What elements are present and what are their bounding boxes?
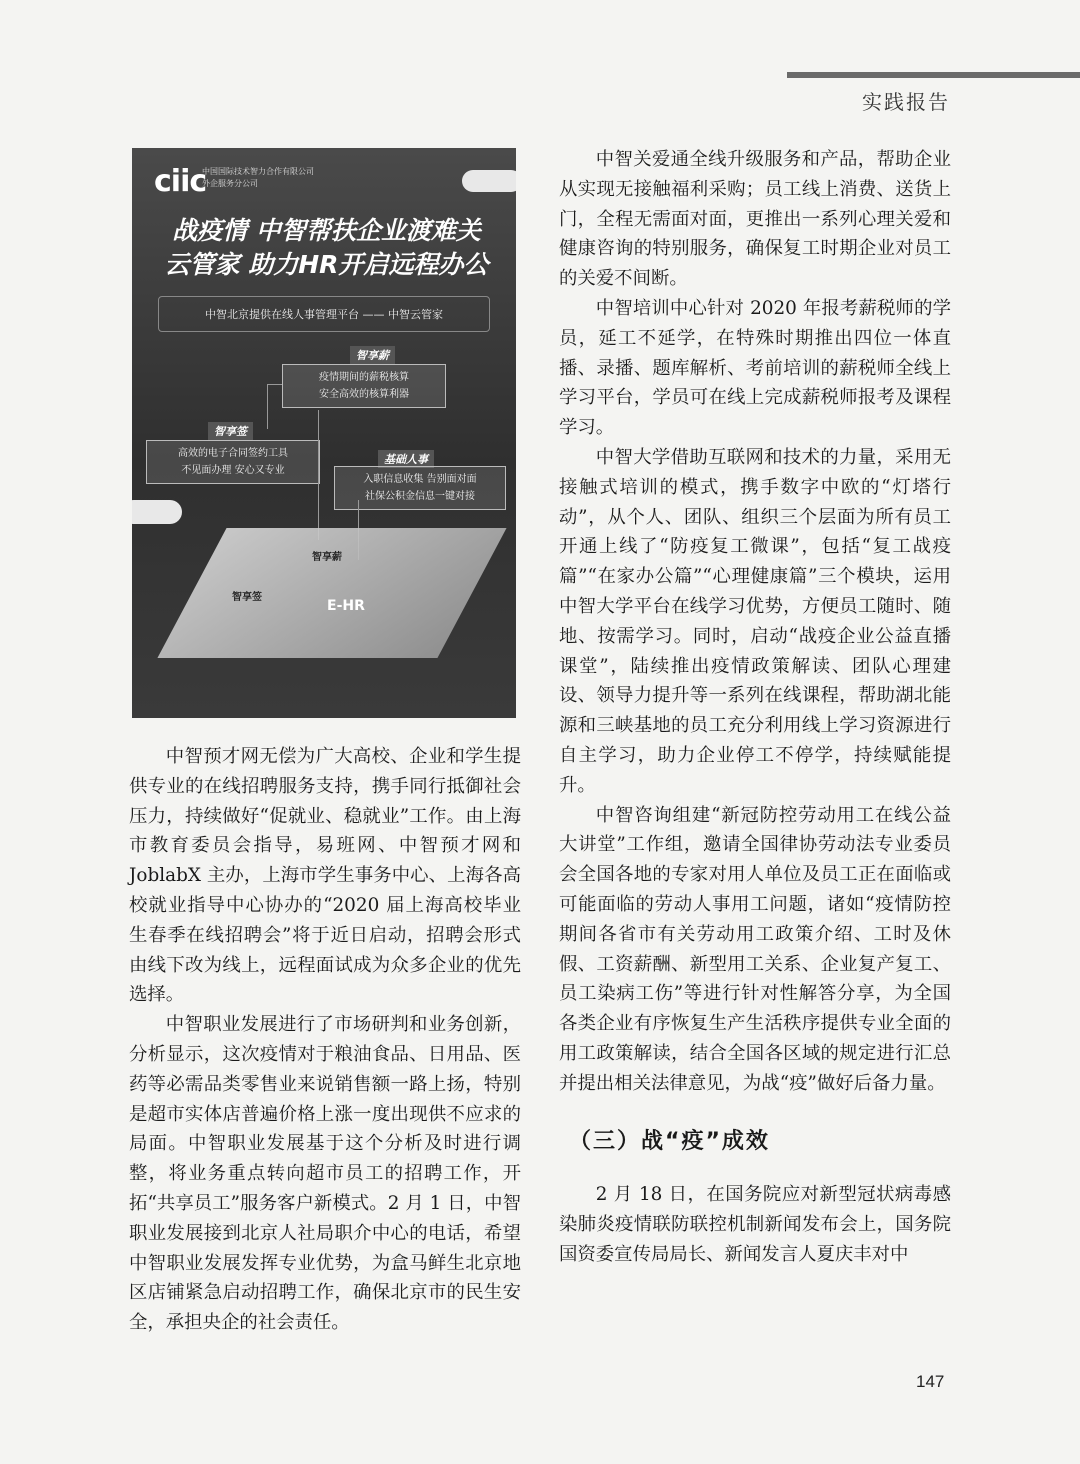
tag-jichurenshi: 基础人事 bbox=[378, 450, 434, 468]
logo-subtitle-line: 外企服务分公司 bbox=[202, 179, 258, 188]
paragraph: 2 月 18 日，在国务院应对新型冠状病毒感染肺炎疫情联防联控机制新闻发布会上，国务院国资委宣传局局长、新闻发言人夏庆丰对中 bbox=[559, 1184, 951, 1265]
connector-line bbox=[318, 410, 319, 540]
ciic-logo: ciic bbox=[154, 164, 207, 199]
page-number: 147 bbox=[916, 1372, 945, 1391]
header-bar bbox=[787, 72, 1080, 78]
feature-line: 入职信息收集 告别面对面 bbox=[363, 474, 477, 485]
paragraph: 中智培训中心针对 2020 年报考薪税师的学员，延工不延学，在特殊时期推出四位一体直播、录播、题库解析、考前培训的薪税师全线上学习平台，学员可在线上完成薪税师报考及课程学习。 bbox=[559, 297, 951, 439]
paragraph: 中智关爱通全线升级服务和产品，帮助企业从实现无接触福利采购；员工线上消费、送货上门，全程无需面对面，更推出一系列心理关爱和健康咨询的特别服务，确保复工时期企业对员工的关爱不间断。 bbox=[559, 149, 951, 290]
cloud-icon bbox=[462, 170, 516, 192]
feature-line: 不见面办理 安心又专业 bbox=[181, 465, 285, 476]
feature-line: 安全高效的核算利器 bbox=[319, 389, 409, 400]
feature-line: 社保公积金信息一键对接 bbox=[365, 491, 475, 502]
section-heading: （三）战“疫”成效 bbox=[569, 1128, 770, 1154]
connector-line bbox=[267, 384, 282, 429]
cloud-icon bbox=[132, 500, 182, 524]
paragraph: 中智预才网无偿为广大高校、企业和学生提供专业的在线招聘服务支持，携手同行抵御社会压力，持续做好“促就业、稳就业”工作。由上海市教育委员会指导，易班网、中智预才网和 JoblabX 主办，上海市学生事务中心、上海各高校就业指导中心协办的“2020 届上海高校毕业生春季在线招聘会”将于近日启动，招聘会形式由线下改为线上，远程面试成为众多企业的优先选择。 bbox=[129, 746, 521, 1006]
poster-headline bbox=[154, 214, 499, 282]
tag-zhixiangqian: 智享签 bbox=[208, 422, 253, 440]
tag-zhixiangxin: 智享薪 bbox=[350, 346, 395, 364]
left-column bbox=[129, 742, 521, 1338]
section-header-title: 实践报告 bbox=[862, 90, 950, 114]
feature-line: 疫情期间的薪税核算 bbox=[319, 372, 409, 383]
platform-label: 智享签 bbox=[232, 592, 262, 603]
platform-label: E-HR bbox=[327, 598, 365, 614]
paragraph: 中智咨询组建“新冠防控劳动用工在线公益大讲堂”工作组，邀请全国律协劳动法专业委员会全国各地的专家对用人单位及员工正在面临或可能面临的劳动人事用工问题，诸如“疫情防控期间各省市有关劳动用工政策介绍、工时及休假、工资薪酬、新型用工关系、企业复产复工、员工染病工伤”等进行针对性解答分享，为全国各类企业有序恢复生产生活秩序提供专业全面的用工政策解读，结合全国各区域的规定进行汇总并提出相关法律意见，为战“疫”做好后备力量。 bbox=[559, 804, 951, 1094]
logo-subtitle-line: 中国国际技术智力合作有限公司 bbox=[202, 167, 314, 176]
right-column bbox=[559, 145, 951, 1270]
paragraph: 中智职业发展进行了市场研判和业务创新，分析显示，这次疫情对于粮油食品、日用品、医药等必需品类零售业来说销售额一路上扬，特别是超市实体店普遍价格上涨一度出现供不应求的局面。中智职业发展基于这个分析及时进行调整，将业务重点转向超市员工的招聘工作，开拓“共享员工”服务客户新模式。2 月 1 日，中智职业发展接到北京人社局职介中心的电话，希望中智职业发展发挥专业优势，为盒马鲜生北京地区店铺紧急启动招聘工作，确保北京市的民生安全，承担央企的社会责任。 bbox=[129, 1014, 521, 1334]
headline-line: 云管家 助力HR开启远程办公 bbox=[164, 250, 489, 279]
feature-box-hr bbox=[334, 466, 506, 510]
headline-line: 战疫情 中智帮扶企业渡难关 bbox=[172, 216, 481, 245]
feature-box-salary bbox=[282, 364, 446, 408]
feature-line: 高效的电子合同签约工具 bbox=[178, 448, 288, 459]
platform-label: 智享薪 bbox=[312, 552, 342, 563]
platform-bar: 中智北京提供在线人事管理平台 —— 中智云管家 bbox=[158, 296, 490, 332]
paragraph: 中智大学借助互联网和技术的力量，采用无接触式培训的模式，携手数字中欧的“灯塔行动”，从个人、团队、组织三个层面为所有员工开通上线了“防疫复工微课”，包括“复工战疫篇”“在家办公篇”“心理健康篇”三个模块，运用中智大学平台在线学习优势，方便员工随时、随地、按需学习。同时，启动“战疫企业公益直播课堂”，陆续推出疫情政策解读、团队心理建设、领导力提升等一系列在线课程，帮助湖北能源和三峡基地的员工充分利用线上学习资源进行自主学习，助力企业停工不停学，持续赋能提升。 bbox=[559, 446, 951, 796]
poster-image bbox=[132, 148, 516, 718]
feature-box-contract bbox=[146, 440, 320, 484]
logo-subtitle bbox=[202, 166, 314, 190]
